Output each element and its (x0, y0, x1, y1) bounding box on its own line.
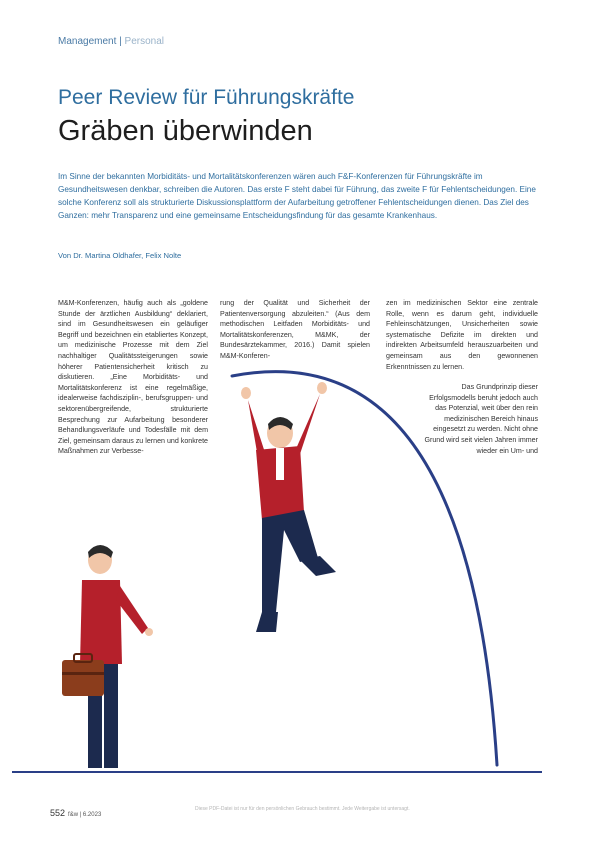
body-column-1: M&M-Konferenzen, häufig auch als „goldene Stunde der ärztlichen Ausbildung“ deklariert, sind im Gesundheitswesen ein geläufiger Begriff und bezeichnen ein etabliertes Konzept, um medizinische Prozesse mit dem Ziel nachhaltiger Qualitätssteigerungen sowie höherer Patientensicherheit kritisch zu diskutieren. „Eine Morbiditäts- und Mortalitätskonferenz ist eine regelmäßige, idealerweise fachdisziplin-, berufsgruppen- und sektorenübergreifende, strukturierte Besprechung zur Aufarbeitung besonderer Behandlungsverläufe und Todesfälle mit dem Ziel, gemeinsam daraus zu lernen und konkrete Maßnahmen zur Verbesse- (58, 299, 208, 456)
baseline-rule (12, 771, 542, 773)
subsection-name: Personal (124, 36, 165, 47)
page-number: 552 (50, 808, 66, 818)
article-byline: Von Dr. Martina Oldhafer, Felix Nolte (58, 251, 182, 260)
footer-page (50, 808, 101, 818)
standing-man-illustration (62, 545, 153, 768)
article-title: Gräben überwinden (58, 115, 313, 147)
body-column-3-continued: Das Grundprinzip dieser Erfolgsmodells beruht jedoch auch das Potenzial, weit über den rein medizinischen Bereich hinaus eingesetzt zu werden. Nicht ohne Grund wird seit vielen Jahren immer wieder ein Um- und (424, 383, 538, 455)
section-name: Management (58, 36, 117, 47)
body-column-3: zen im medizinischen Sektor eine zentrale Rolle, wenn es darum geht, individuelle Fehleinschätzungen, Unsicherheiten sowie systematische Defizite im direkten und indirekten Arbeitsumfeld herauszuarbeiten und gemeinsam aus den gewonnenen Erkenntnissen zu lernen. (386, 299, 538, 371)
publication-name: f&w | 6.2023 (68, 812, 102, 818)
footer-meta: Diese PDF-Datei ist nur für den persönlichen Gebrauch bestimmt. Jede Weitergabe ist untersagt. (195, 806, 410, 812)
article-kicker: Peer Review für Führungskräfte (58, 86, 355, 109)
section-label (58, 36, 164, 47)
article-lead: Im Sinne der bekannten Morbiditäts- und Mortalitätskonferenzen wären auch F&F-Konferenzen für Führungskräfte im Gesundheitswesen denkbar, schreiben die Autoren. Das erste F steht dabei für Führung, das zweite F für Fehlentscheidungen. Eine solche Konferenz soll als strukturierte Diskussionsplattform der Aufarbeitung getroffener Fehlentscheidungen dienen. Das Ziel des Ganzen: mehr Transparenz und eine gemeinsame Entscheidungsfindung für das gesamte Krankenhaus. (58, 172, 536, 220)
section-separator: | (119, 36, 122, 47)
body-column-2: rung der Qualität und Sicherheit der Patientenversorgung abzuleiten.“ (Aus dem methodischen Leitfaden Morbiditäts- und Mortalitätskonferenzen, M&MK, der Bundesärztekammer, 2016.) Damit spielen M&M-Konferen- (220, 299, 370, 360)
illustration (0, 340, 560, 780)
hanging-man-illustration (241, 382, 336, 632)
